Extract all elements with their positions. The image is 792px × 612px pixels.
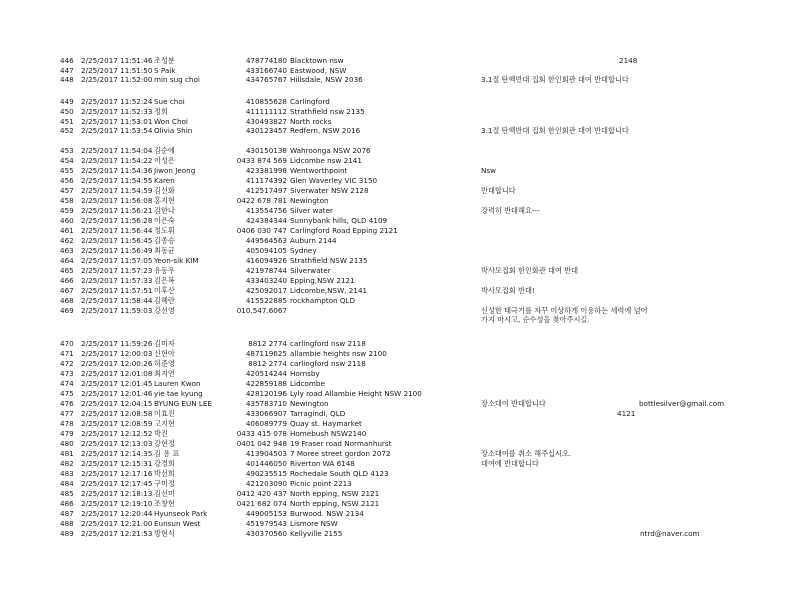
- row-number: 473: [60, 369, 74, 378]
- signer-name: 허준영: [154, 359, 175, 368]
- address: carlingford nsw 2118: [290, 359, 366, 368]
- phone-number: 433403240: [245, 276, 287, 285]
- phone-number: 423381998: [245, 166, 287, 175]
- address: Carlingford: [290, 97, 330, 106]
- email: ntrd@naver.com: [640, 529, 700, 538]
- address: Hillsdale, NSW 2036: [290, 75, 363, 84]
- row-number: 486: [60, 499, 74, 508]
- signer-name: 구미정: [154, 479, 175, 488]
- row-number: 456: [60, 176, 74, 185]
- address: Hornsby: [290, 369, 320, 378]
- signer-name: 박선희: [154, 469, 175, 478]
- phone-number: 8812 2774: [248, 339, 287, 348]
- phone-number: 413904503: [245, 449, 287, 458]
- signer-name: Hyunseok Park: [154, 509, 208, 518]
- timestamp: 2/25/2017 11:56:44: [81, 226, 153, 235]
- address: North epping, NSW 2121: [290, 489, 380, 498]
- timestamp: 2/25/2017 11:59:03: [81, 306, 153, 315]
- phone-number: 449564563: [245, 236, 287, 245]
- row-number: 463: [60, 246, 74, 255]
- timestamp: 2/25/2017 12:04:15: [81, 399, 153, 408]
- timestamp: 2/25/2017 11:53:01: [81, 117, 153, 126]
- address: Blacktown nsw: [290, 56, 344, 65]
- timestamp: 2/25/2017 11:54:22: [81, 156, 153, 165]
- timestamp: 2/25/2017 11:56:21: [81, 206, 153, 215]
- address: Newington: [290, 399, 329, 408]
- timestamp: 2/25/2017 12:01:46: [81, 389, 153, 398]
- comment: 반대합니다: [481, 186, 516, 195]
- address: Auburn 2144: [290, 236, 337, 245]
- row-number: 446: [60, 56, 74, 65]
- row-number: 451: [60, 117, 74, 126]
- postcode: 4121: [617, 409, 636, 418]
- phone-number: 430493827: [245, 117, 287, 126]
- timestamp: 2/25/2017 11:57:23: [81, 266, 153, 275]
- timestamp: 2/25/2017 12:01:45: [81, 379, 153, 388]
- phone-number: 405094105: [245, 246, 287, 255]
- row-number: 471: [60, 349, 74, 358]
- address: Lidcombe nsw 2141: [290, 156, 362, 165]
- address: Tarragindi, QLD: [290, 409, 346, 418]
- timestamp: 2/25/2017 11:56:49: [81, 246, 153, 255]
- row-number: 465: [60, 266, 74, 275]
- row-number: 474: [60, 379, 74, 388]
- timestamp: 2/25/2017 12:20:44: [81, 509, 153, 518]
- phone-number: 010.547.6067: [236, 306, 287, 315]
- address: Wentworthpoint: [290, 166, 348, 175]
- phone-number: 410855628: [245, 97, 287, 106]
- address: Newington: [290, 196, 329, 205]
- signer-name: Sue choi: [154, 97, 185, 106]
- timestamp: 2/25/2017 11:53:54: [81, 126, 153, 135]
- phone-number: 433066907: [245, 409, 287, 418]
- row-number: 449: [60, 97, 74, 106]
- timestamp: 2/25/2017 12:19:10: [81, 499, 153, 508]
- timestamp: 2/25/2017 12:21:53: [81, 529, 153, 538]
- phone-number: 430370560: [245, 529, 287, 538]
- phone-number: 416094926: [245, 256, 287, 265]
- address: Riverton WA 6148: [290, 459, 355, 468]
- timestamp: 2/25/2017 11:54:36: [81, 166, 153, 175]
- row-number: 460: [60, 216, 74, 225]
- signer-name: 김선미: [154, 489, 175, 498]
- row-number: 480: [60, 439, 74, 448]
- row-number: 467: [60, 286, 74, 295]
- comment: 강력히 반대해요---: [481, 206, 540, 215]
- timestamp: 2/25/2017 11:51:50: [81, 66, 153, 75]
- row-number: 481: [60, 449, 74, 458]
- timestamp: 2/25/2017 11:52:24: [81, 97, 153, 106]
- timestamp: 2/25/2017 11:58:44: [81, 296, 153, 305]
- address: rockhampton QLD: [290, 296, 356, 305]
- row-number: 459: [60, 206, 74, 215]
- phone-number: 430150138: [245, 146, 287, 155]
- phone-number: 413554756: [245, 206, 287, 215]
- phone-number: 0401 042 948: [236, 439, 287, 448]
- address: carlingford nsw 2118: [290, 339, 366, 348]
- comment: 신성한 태극기를 자꾸 이상하게 이용하는 세력에 넘어가지 마시고, 순수성을 찾아주시길.: [481, 306, 648, 324]
- signer-name: S Paik: [154, 66, 176, 75]
- row-number: 476: [60, 399, 74, 408]
- row-number: 455: [60, 166, 74, 175]
- signer-name: 김은복: [154, 276, 175, 285]
- postcode: 2148: [619, 56, 638, 65]
- timestamp: 2/25/2017 11:57:05: [81, 256, 153, 265]
- signer-name: Lauren Kwon: [154, 379, 201, 388]
- comment: 대여에 반대합니다: [481, 459, 539, 468]
- phone-number: 0422 678 781: [236, 196, 287, 205]
- phone-number: 412517497: [245, 186, 287, 195]
- row-number: 448: [60, 75, 74, 84]
- timestamp: 2/25/2017 12:15:31: [81, 459, 153, 468]
- email: bottlesilver@gmail.com: [639, 399, 725, 408]
- row-number: 453: [60, 146, 74, 155]
- timestamp: 2/25/2017 11:52:00: [81, 75, 153, 84]
- phone-number: 0433 415 078: [236, 429, 287, 438]
- row-number: 485: [60, 489, 74, 498]
- timestamp: 2/25/2017 11:57:33: [81, 276, 153, 285]
- timestamp: 2/25/2017 11:51:46: [81, 56, 153, 65]
- signer-name: 박진: [154, 429, 168, 438]
- phone-number: 430123457: [245, 126, 287, 135]
- address: Lismore NSW: [290, 519, 338, 528]
- timestamp: 2/25/2017 12:14:35: [81, 449, 153, 458]
- signer-name: yie tae kyung: [154, 389, 203, 398]
- address: allambie heights nsw 2100: [290, 349, 387, 358]
- row-number: 469: [60, 306, 74, 315]
- phone-number: 401446050: [245, 459, 287, 468]
- address: Lyly road Allambie Height NSW 2100: [290, 389, 422, 398]
- phone-number: 424384344: [245, 216, 287, 225]
- address: Picnic point 2213: [290, 479, 352, 488]
- signer-name: 김한나: [154, 206, 175, 215]
- timestamp: 2/25/2017 11:59:26: [81, 339, 153, 348]
- phone-number: 0412 420 437: [236, 489, 287, 498]
- address: Sydney: [290, 246, 317, 255]
- timestamp: 2/25/2017 11:54:04: [81, 146, 153, 155]
- signer-name: 방현식: [154, 529, 175, 538]
- phone-number: 421978744: [245, 266, 287, 275]
- address: Burwood. NSW 2134: [290, 509, 364, 518]
- address: Strathfield nsw 2135: [290, 107, 365, 116]
- address: Siverwater NSW 2128: [290, 186, 369, 195]
- signer-name: 이효진: [154, 409, 175, 418]
- signer-name: Yeon-sik KIM: [154, 256, 199, 265]
- phone-number: 421203090: [245, 479, 287, 488]
- signer-name: 김선화: [154, 186, 175, 195]
- phone-number: 406089779: [245, 419, 287, 428]
- row-number: 454: [60, 156, 74, 165]
- row-number: 483: [60, 469, 74, 478]
- signer-name: 조창현: [154, 499, 175, 508]
- address: 7 Moree street gordon 2072: [290, 449, 391, 458]
- address: Eastwood, NSW: [290, 66, 347, 75]
- address: Homebush NSW2140: [290, 429, 367, 438]
- signer-name: 강현정: [154, 439, 175, 448]
- signer-name: 조성분: [154, 56, 175, 65]
- row-number: 470: [60, 339, 74, 348]
- address: Redfern, NSW 2016: [290, 126, 361, 135]
- address: Epping,NSW 2121: [290, 276, 355, 285]
- comment: 장소대여를 취소 해주십시오.: [481, 449, 572, 458]
- signer-name: Won Choi: [154, 117, 188, 126]
- timestamp: 2/25/2017 12:08:59: [81, 419, 153, 428]
- signer-name: 이성은: [154, 156, 175, 165]
- row-number: 458: [60, 196, 74, 205]
- row-number: 457: [60, 186, 74, 195]
- address: Kellyville 2155: [290, 529, 343, 538]
- signer-name: 정도휘: [154, 226, 175, 235]
- signer-name: 최지연: [154, 369, 175, 378]
- address: Lidcombe: [290, 379, 325, 388]
- timestamp: 2/25/2017 11:54:59: [81, 186, 153, 195]
- row-number: 468: [60, 296, 74, 305]
- signer-name: 김순애: [154, 146, 175, 155]
- phone-number: 451979543: [245, 519, 287, 528]
- row-number: 461: [60, 226, 74, 235]
- address: North rocks: [290, 117, 332, 126]
- phone-number: 411111112: [245, 107, 287, 116]
- timestamp: 2/25/2017 12:17:16: [81, 469, 153, 478]
- row-number: 482: [60, 459, 74, 468]
- comment: Nsw: [481, 166, 496, 175]
- phone-number: 435783710: [245, 399, 287, 408]
- signer-name: 강경희: [154, 459, 175, 468]
- row-number: 488: [60, 519, 74, 528]
- row-number: 452: [60, 126, 74, 135]
- signer-name: Karen: [154, 176, 175, 185]
- signer-name: 강선영: [154, 306, 175, 315]
- address: Quay st. Haymarket: [290, 419, 362, 428]
- row-number: 479: [60, 429, 74, 438]
- phone-number: 434765767: [245, 75, 287, 84]
- address: North epping, NSW 2121: [290, 499, 380, 508]
- row-number: 487: [60, 509, 74, 518]
- phone-number: 487119625: [245, 349, 287, 358]
- signer-name: 최동균: [154, 246, 175, 255]
- address: 19 Fraser road Normanhurst: [290, 439, 392, 448]
- phone-number: 425092017: [245, 286, 287, 295]
- signer-name: 이은숙: [154, 216, 175, 225]
- comment: 박사모집회 한인화관 대여 반대: [481, 266, 579, 275]
- row-number: 484: [60, 479, 74, 488]
- address: Sunnybank hills, QLD 4109: [290, 216, 388, 225]
- timestamp: 2/25/2017 12:17:45: [81, 479, 153, 488]
- address: Silver water: [290, 206, 333, 215]
- timestamp: 2/25/2017 12:01:08: [81, 369, 153, 378]
- row-number: 462: [60, 236, 74, 245]
- row-number: 478: [60, 419, 74, 428]
- signer-name: Jiwon Jeong: [154, 166, 196, 175]
- phone-number: 478774180: [245, 56, 287, 65]
- timestamp: 2/25/2017 12:12:52: [81, 429, 153, 438]
- phone-number: 428120196: [245, 389, 287, 398]
- phone-number: 0421 682 074: [236, 499, 287, 508]
- signer-name: 유동우: [154, 266, 175, 275]
- timestamp: 2/25/2017 12:21:00: [81, 519, 153, 528]
- timestamp: 2/25/2017 12:08:58: [81, 409, 153, 418]
- address: Strathfield NSW 2135: [290, 256, 368, 265]
- phone-number: 8812 2774: [248, 359, 287, 368]
- row-number: 475: [60, 389, 74, 398]
- address: Rochedale South QLD 4123: [290, 469, 389, 478]
- signer-name: 고지현: [154, 419, 175, 428]
- row-number: 464: [60, 256, 74, 265]
- row-number: 447: [60, 66, 74, 75]
- phone-number: 0406 030 747: [236, 226, 287, 235]
- timestamp: 2/25/2017 12:00:03: [81, 349, 153, 358]
- signer-name: 김미자: [154, 339, 175, 348]
- row-number: 450: [60, 107, 74, 116]
- phone-number: 490235515: [245, 469, 287, 478]
- comment: 장소대여 반대합니다: [481, 399, 546, 408]
- signer-name: 홍지현: [154, 196, 175, 205]
- timestamp: 2/25/2017 11:52:33: [81, 107, 153, 116]
- timestamp: 2/25/2017 12:13:03: [81, 439, 153, 448]
- phone-number: 433166740: [245, 66, 287, 75]
- row-number: 489: [60, 529, 74, 538]
- signer-name: BYUNG EUN LEE: [154, 399, 212, 408]
- phone-number: 415522885: [245, 296, 287, 305]
- timestamp: 2/25/2017 11:56:45: [81, 236, 153, 245]
- row-number: 477: [60, 409, 74, 418]
- signer-name: 이후산: [154, 286, 175, 295]
- phone-number: 420514244: [245, 369, 287, 378]
- timestamp: 2/25/2017 12:00:26: [81, 359, 153, 368]
- address: Wahroonga NSW 2076: [290, 146, 371, 155]
- timestamp: 2/25/2017 11:57:51: [81, 286, 153, 295]
- signer-name: 김 용 표: [154, 449, 180, 458]
- signer-name: Eunsun West: [154, 519, 201, 528]
- address: Silverwater: [290, 266, 331, 275]
- comment: 박사모집회 반대!: [481, 286, 535, 295]
- phone-number: 411174392: [245, 176, 287, 185]
- signer-name: 신현아: [154, 349, 175, 358]
- row-number: 472: [60, 359, 74, 368]
- signer-name: min sug choi: [154, 75, 200, 84]
- timestamp: 2/25/2017 12:18:13: [81, 489, 153, 498]
- comment: 3.1절 탄핵반대 집회 한인회관 대여 반대합니다: [481, 126, 629, 135]
- signer-name: 김혜란: [154, 296, 175, 305]
- timestamp: 2/25/2017 11:56:28: [81, 216, 153, 225]
- phone-number: 449005153: [245, 509, 287, 518]
- timestamp: 2/25/2017 11:54:55: [81, 176, 153, 185]
- phone-number: 0433 874 569: [236, 156, 287, 165]
- signer-name: 정희: [154, 107, 168, 116]
- timestamp: 2/25/2017 11:56:08: [81, 196, 153, 205]
- signer-name: Olivia Shin: [154, 126, 193, 135]
- address: Carlingford Road Epping 2121: [290, 226, 398, 235]
- signer-name: 김종승: [154, 236, 175, 245]
- address: Lidcombe,NSW, 2141: [290, 286, 368, 295]
- row-number: 466: [60, 276, 74, 285]
- comment: 3.1절 탄핵반대 집회 한인회관 대여 반대합니다: [481, 75, 629, 84]
- phone-number: 422859188: [245, 379, 287, 388]
- address: Glen Waverley VIC 3150: [290, 176, 378, 185]
